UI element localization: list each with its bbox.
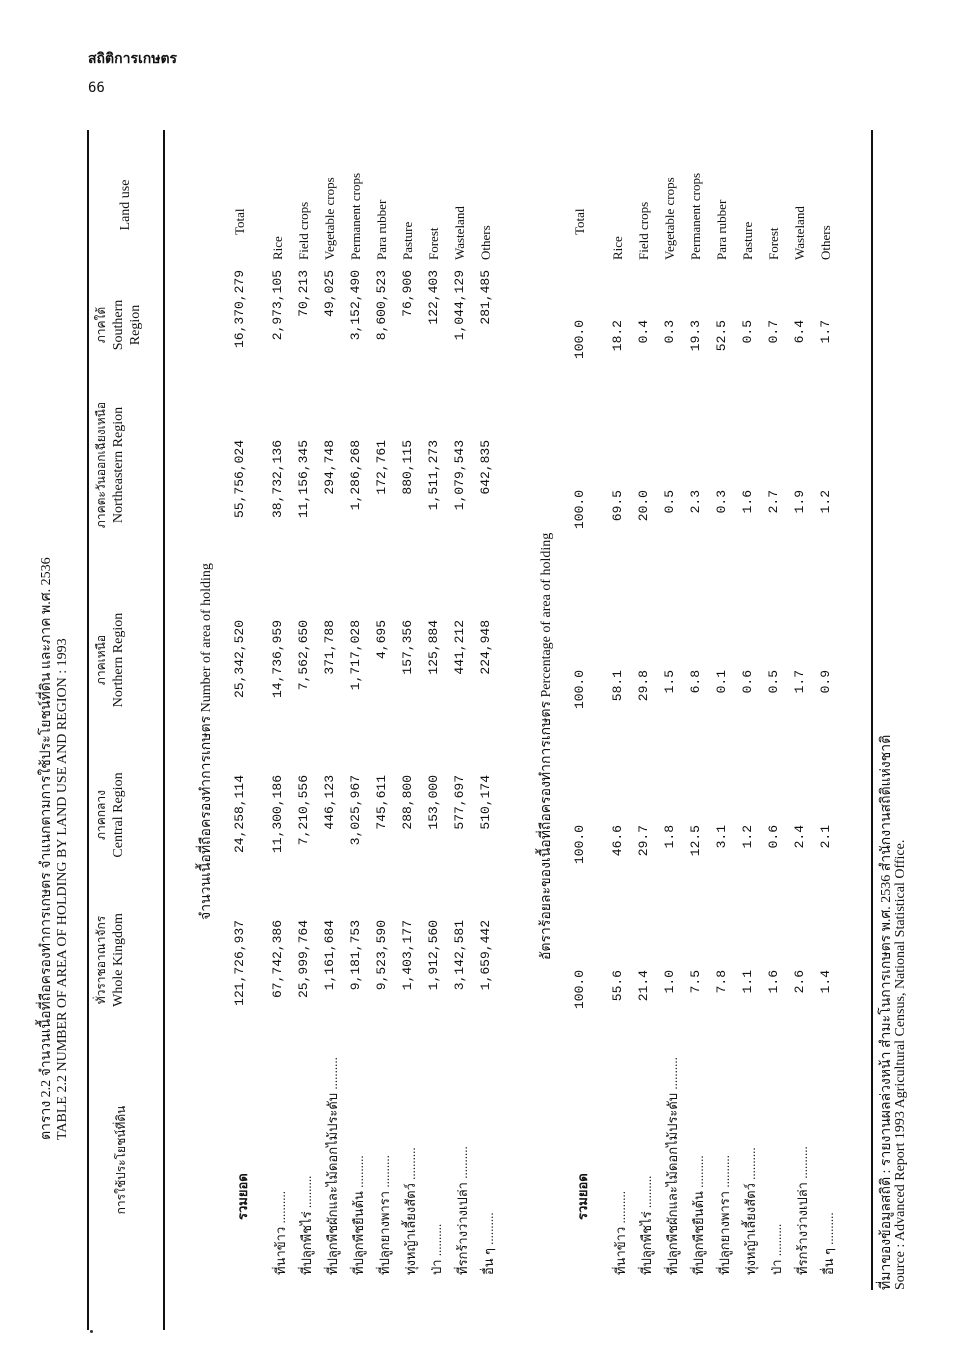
table-cell: 288,800	[400, 775, 415, 830]
column-header-thai: ภาคกลาง	[94, 790, 108, 840]
table-cell: 224,948	[478, 620, 493, 675]
column-header-english: Northern Region	[111, 612, 126, 708]
table-cell: 11,156,345	[296, 440, 311, 519]
row-label-english: Pasture	[740, 221, 755, 260]
row-label-thai: ที่รกร้างว่างเปล่า ..........	[795, 1146, 810, 1275]
table-cell: 21.4	[636, 970, 651, 1002]
table-cell: 9,523,590	[374, 920, 389, 991]
row-label-thai: ที่ปลูกพืชไร่ ..........	[299, 1175, 314, 1275]
row-label-english: Total	[232, 208, 247, 235]
table-cell: 441,212	[452, 620, 467, 675]
table-cell: 1.2	[818, 490, 833, 514]
table-cell: 1,717,028	[348, 620, 363, 691]
table-cell: 122,403	[426, 270, 441, 325]
column-header-english: Northeastern Region	[111, 406, 126, 524]
table-cell: 7.8	[714, 970, 729, 994]
row-label-thai: รวมยอด	[235, 1173, 250, 1220]
table-cell: 2,973,105	[270, 270, 285, 341]
table-cell: 29.7	[636, 825, 651, 857]
table-cell: 281,485	[478, 270, 493, 325]
source-note-thai: ที่มาของข้อมูลสถิติ : รายงานผลล่วงหน้า สำมะโนการเกษตร พ.ศ. 2536 สำนักงานสถิติแห่งชาติ	[879, 734, 894, 1290]
table-title-thai: ตาราง 2.2 จำนวนเนื้อที่ถือครองทำการเกษตร จำแนกตามการใช้ประโยชน์ที่ดิน และภาค พ.ศ. 2536	[39, 557, 54, 1140]
table-cell: 1.7	[818, 320, 833, 344]
table-cell: 1,403,177	[400, 920, 415, 991]
row-label-thai: ที่รกร้างว่างเปล่า ..........	[455, 1146, 470, 1275]
row-label-thai: อื่น ๆ ..........	[821, 1212, 836, 1275]
table-cell: 20.0	[636, 490, 651, 522]
row-label-thai: ที่นาข้าว ..........	[273, 1191, 288, 1275]
row-label-english: Rice	[270, 236, 285, 260]
column-header-thai: การใช้ประโยชน์ที่ดิน	[114, 1105, 128, 1215]
table-cell: 125,884	[426, 620, 441, 675]
column-header-english: Whole Kingdom	[111, 913, 126, 1007]
column-header-5	[93, 280, 144, 370]
table-cell: 52.5	[714, 320, 729, 352]
table-cell: 2.7	[766, 490, 781, 514]
table-cell: 1.2	[740, 825, 755, 849]
row-label-english: Rice	[610, 236, 625, 260]
column-header-thai: ภาคใต้	[94, 306, 108, 344]
row-label-thai: ที่ปลูกพืชยืนต้น ..........	[351, 1155, 366, 1275]
table-cell: 0.7	[766, 320, 781, 344]
table-cell: 55.6	[610, 970, 625, 1002]
table-cell: 4,695	[374, 620, 389, 660]
column-header-thai: ทั่วราชอาณาจักร	[94, 915, 108, 1005]
column-header-english: Southern Region	[111, 299, 143, 351]
row-label-thai: ที่ปลูกพืชยืนต้น ..........	[691, 1155, 706, 1275]
row-label-thai: รวมยอด	[575, 1173, 590, 1220]
table-cell: 38,732,136	[270, 440, 285, 519]
table-cell: 1.5	[662, 670, 677, 694]
row-label-english: Forest	[766, 227, 781, 260]
table-cell: 46.6	[610, 825, 625, 857]
table-cell: 6.4	[792, 320, 807, 344]
table-cell: 153,000	[426, 775, 441, 830]
table-cell: 7,210,556	[296, 775, 311, 846]
table-cell: 7.5	[688, 970, 703, 994]
row-label-thai: ทุ่งหญ้าเลี้ยงสัตว์ ..........	[403, 1147, 418, 1275]
table-cell: 100.0	[572, 970, 587, 1010]
table-cell: 0.5	[662, 490, 677, 514]
table-cell: 2.1	[818, 825, 833, 849]
table-cell: 510,174	[478, 775, 493, 830]
table-cell: 446,123	[322, 775, 337, 830]
table-cell: 1,659,442	[478, 920, 493, 991]
table-cell: 25,999,764	[296, 920, 311, 999]
table-cell: 11,300,186	[270, 775, 285, 854]
page-number: 66	[88, 80, 105, 96]
table-cell: 16,370,279	[232, 270, 247, 349]
table-cell: 1.1	[740, 970, 755, 994]
row-label-english: Forest	[426, 227, 441, 260]
table-cell: 55,756,024	[232, 440, 247, 519]
table-cell: 1.0	[662, 970, 677, 994]
column-header-1	[93, 900, 127, 1020]
table-cell: 577,697	[452, 775, 467, 830]
column-header-2	[93, 755, 127, 875]
table-cell: 8,600,523	[374, 270, 389, 341]
table-cell: 880,115	[400, 440, 415, 495]
row-label-english: Total	[572, 208, 587, 235]
row-label-english: Pasture	[400, 221, 415, 260]
table-cell: 49,025	[322, 270, 337, 317]
table-cell: 0.3	[714, 490, 729, 514]
table-cell: 18.2	[610, 320, 625, 352]
table-cell: 100.0	[572, 490, 587, 530]
table-cell: 2.4	[792, 825, 807, 849]
table-cell: 1.4	[818, 970, 833, 994]
row-label-english: Permanent crops	[688, 172, 703, 260]
table-cell: 100.0	[572, 825, 587, 865]
table-cell: 25,342,520	[232, 620, 247, 699]
column-header-3	[93, 600, 127, 720]
column-header-english: Central Region	[111, 772, 126, 858]
table-cell: 0.3	[662, 320, 677, 344]
row-label-thai: อื่น ๆ ..........	[481, 1212, 496, 1275]
row-label-thai: ที่ปลูกพืชผักและไม้ดอกไม้ประดับ ..........	[665, 1057, 680, 1275]
row-label-thai: ที่ปลูกพืชไร่ ..........	[639, 1175, 654, 1275]
column-header-thai: ภาคตะวันออกเฉียงเหนือ	[94, 401, 108, 529]
table-cell: 1.6	[766, 970, 781, 994]
row-label-thai: ทุ่งหญ้าเลี้ยงสัตว์ ..........	[743, 1147, 758, 1275]
row-label-english: Vegetable crops	[322, 177, 337, 260]
table-cell: 1.9	[792, 490, 807, 514]
page-header-title: สถิติการเกษตร	[88, 51, 178, 67]
column-header-thai: ภาคเหนือ	[94, 634, 108, 686]
table-cell: 3,025,967	[348, 775, 363, 846]
table-cell: 371,788	[322, 620, 337, 675]
scan-speck	[90, 1330, 93, 1333]
table-cell: 19.3	[688, 320, 703, 352]
source-note-english: Source : Advanced Report 1993 Agricultural Census, National Statistical Office.	[893, 839, 908, 1290]
table-cell: 121,726,937	[232, 920, 247, 1006]
table-cell: 0.4	[636, 320, 651, 344]
row-label-english: Field crops	[296, 201, 311, 260]
table-cell: 6.8	[688, 670, 703, 694]
section-title-number: จำนวนเนื้อที่ถือครองทำการเกษตร Number of area of holding	[199, 563, 214, 920]
table-cell: 24,258,114	[232, 775, 247, 854]
table-cell: 1,044,129	[452, 270, 467, 341]
table-cell: 642,835	[478, 440, 493, 495]
table-cell: 1,079,543	[452, 440, 467, 511]
table-cell: 14,736,959	[270, 620, 285, 699]
table-cell: 3.1	[714, 825, 729, 849]
row-label-english: Para rubber	[374, 199, 389, 260]
row-label-thai: ที่ปลูกยางพารา ..........	[717, 1155, 732, 1275]
row-label-english: Field crops	[636, 201, 651, 260]
table-cell: 0.5	[766, 670, 781, 694]
column-header-english: Land use	[118, 179, 133, 231]
row-label-english: Others	[818, 225, 833, 260]
table-cell: 67,742,386	[270, 920, 285, 999]
row-label-english: Vegetable crops	[662, 177, 677, 260]
table-cell: 100.0	[572, 320, 587, 360]
table-cell: 1.6	[740, 490, 755, 514]
table-cell: 1,286,268	[348, 440, 363, 511]
bottom-rule	[871, 130, 873, 1290]
table-cell: 1.8	[662, 825, 677, 849]
table-cell: 1,161,684	[322, 920, 337, 991]
table-cell: 12.5	[688, 825, 703, 857]
table-cell: 69.5	[610, 490, 625, 522]
table-cell: 294,748	[322, 440, 337, 495]
row-label-thai: ที่นาข้าว ..........	[613, 1191, 628, 1275]
table-cell: 1,511,273	[426, 440, 441, 511]
column-header-6	[117, 135, 134, 275]
rotated-table-sheet	[35, 130, 908, 1330]
row-label-thai: ป่า ..........	[429, 1223, 444, 1275]
section-title-percentage: อัตราร้อยละของเนื้อที่ถือครองทำการเกษตร Percentage of area of holding	[539, 532, 554, 960]
table-cell: 1,912,560	[426, 920, 441, 991]
row-label-english: Others	[478, 225, 493, 260]
table-cell: 0.6	[740, 670, 755, 694]
table-cell: 100.0	[572, 670, 587, 710]
table-cell: 3,152,490	[348, 270, 363, 341]
column-header-0	[113, 1050, 130, 1270]
table-cell: 7,562,650	[296, 620, 311, 691]
table-cell: 0.9	[818, 670, 833, 694]
table-title-english: TABLE 2.2 NUMBER OF AREA OF HOLDING BY LAND USE AND REGION : 1993	[55, 638, 70, 1140]
table-cell: 0.6	[766, 825, 781, 849]
column-header-4	[93, 390, 127, 540]
row-label-english: Wasteland	[792, 206, 807, 260]
table-cell: 0.5	[740, 320, 755, 344]
table-cell: 0.1	[714, 670, 729, 694]
row-label-english: Permanent crops	[348, 172, 363, 260]
row-label-thai: ที่ปลูกพืชผักและไม้ดอกไม้ประดับ ..........	[325, 1057, 340, 1275]
table-cell: 58.1	[610, 670, 625, 702]
table-cell: 3,142,581	[452, 920, 467, 991]
row-label-thai: ที่ปลูกยางพารา ..........	[377, 1155, 392, 1275]
row-label-english: Wasteland	[452, 206, 467, 260]
table-cell: 76,906	[400, 270, 415, 317]
table-cell: 9,181,753	[348, 920, 363, 991]
top-rule	[87, 130, 89, 1330]
table-cell: 157,356	[400, 620, 415, 675]
header-rule	[163, 130, 165, 1330]
table-cell: 2.3	[688, 490, 703, 514]
table-cell: 29.8	[636, 670, 651, 702]
table-cell: 2.6	[792, 970, 807, 994]
table-cell: 745,611	[374, 775, 389, 830]
table-cell: 70,213	[296, 270, 311, 317]
row-label-thai: ป่า ..........	[769, 1223, 784, 1275]
table-cell: 1.7	[792, 670, 807, 694]
table-cell: 172,761	[374, 440, 389, 495]
row-label-english: Para rubber	[714, 199, 729, 260]
